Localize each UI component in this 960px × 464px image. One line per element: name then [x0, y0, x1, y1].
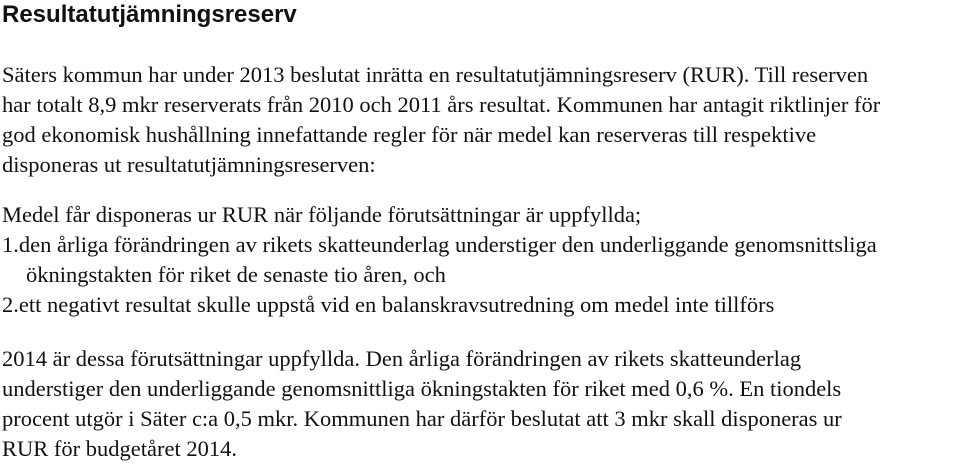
conclusion-paragraph [2, 344, 958, 464]
paragraph-line: disponeras ut resultatutjämningsreserven: [2, 152, 376, 177]
paragraph-line: har totalt 8,9 mkr reserverats från 2010 och 2011 års resultat. Kommunen har antagit riktlinjer för [2, 92, 881, 117]
condition-line: 2.ett negativt resultat skulle uppstå vid en balanskravsutredning om medel inte tillförs [2, 292, 775, 317]
paragraph-line: procent utgör i Säter c:a 0,5 mkr. Kommunen har därför beslutat att 3 mkr skall disponeras ur [2, 406, 842, 431]
paragraph-line: RUR för budgetåret 2014. [2, 436, 237, 461]
paragraph-line: Säters kommun har under 2013 beslutat inrätta en resultatutjämningsreserv (RUR). Till reserven [2, 62, 869, 87]
paragraph-line: understiger den underliggande genomsnittliga ökningstakten för riket med 0,6 %. En tiondels [2, 376, 842, 401]
page-title: Resultatutjämningsreserv [2, 1, 297, 28]
conditions-list [2, 230, 958, 320]
intro-paragraph [2, 60, 958, 180]
conditions-intro: Medel får disponeras ur RUR när följande förutsättningar är uppfyllda; [2, 202, 642, 227]
condition-line: 1.den årliga förändringen av rikets skatteunderlag understiger den underliggande genomsnittsliga [2, 232, 877, 257]
paragraph-line: 2014 är dessa förutsättningar uppfyllda. Den årliga förändringen av rikets skatteunderlag [2, 346, 802, 371]
condition-item-2 [2, 290, 958, 320]
condition-line: ökningstakten för riket de senaste tio åren, och [26, 262, 446, 287]
paragraph-line: god ekonomisk hushållning innefattande regler för när medel kan reserveras till respektive [2, 122, 817, 147]
condition-item-1 [2, 230, 958, 290]
